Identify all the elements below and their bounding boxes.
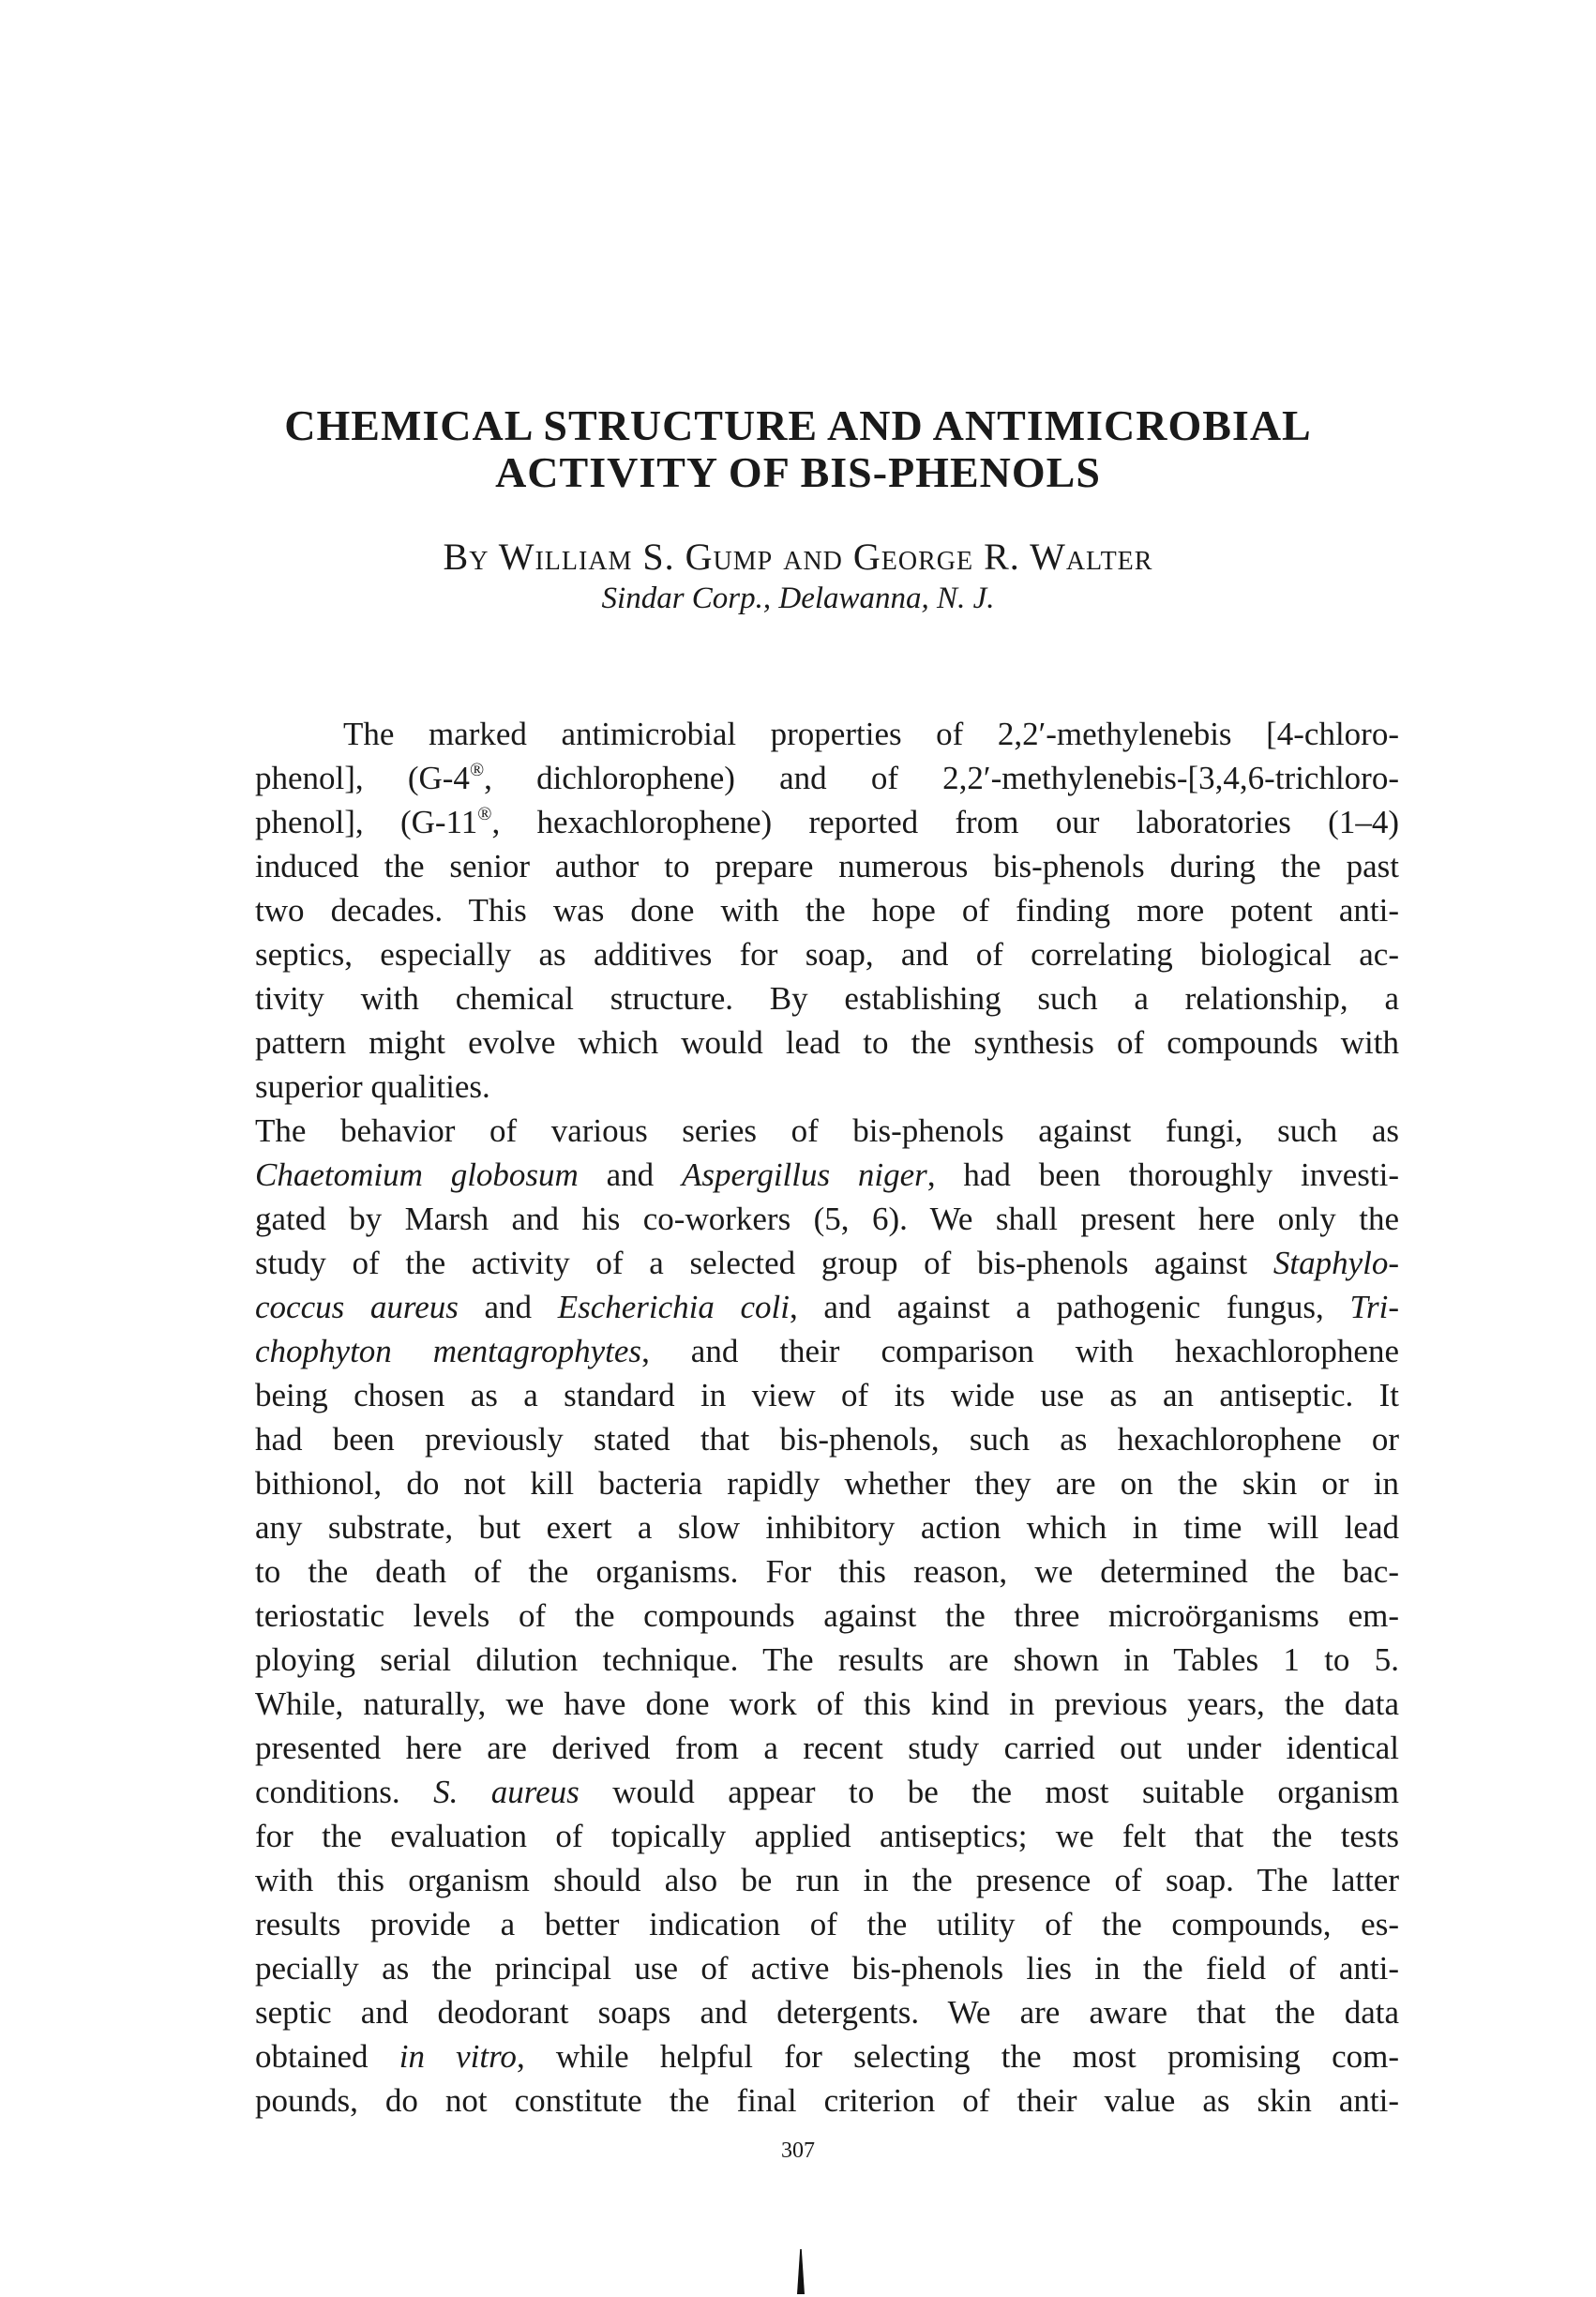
text-segment: would appear to be the most suitable organism — [579, 1774, 1399, 1810]
italic-text: Aspergillus niger — [681, 1156, 927, 1193]
text-segment: The marked antimicrobial properties of 2,2′-methylenebis [4-chloro- — [343, 716, 1399, 752]
text-segment: While, naturally, we have done work of this kind in previous years, the data — [255, 1685, 1399, 1722]
text-segment: induced the senior author to prepare numerous bis-phenols during the past — [255, 848, 1399, 884]
text-segment: and — [458, 1289, 558, 1325]
text-segment: results provide a better indication of the utility of the compounds, es- — [255, 1906, 1399, 1942]
text-segment: pattern might evolve which would lead to the synthesis of compounds with — [255, 1024, 1399, 1061]
registered-mark: ® — [477, 804, 492, 824]
text-line — [255, 976, 1399, 1020]
text-segment: , and their comparison with hexachlorophene — [641, 1333, 1399, 1369]
text-segment: tivity with chemical structure. By establishing such a relationship, a — [255, 980, 1399, 1017]
text-segment: for the evaluation of topically applied antiseptics; we felt that the tests — [255, 1818, 1399, 1854]
text-segment: presented here are derived from a recent study carried out under identical — [255, 1730, 1399, 1766]
text-segment: any substrate, but exert a slow inhibitory action which in time will lead — [255, 1509, 1399, 1546]
text-line — [255, 1858, 1399, 1902]
italic-text: in vitro — [399, 2038, 517, 2075]
text-segment: and — [578, 1156, 682, 1193]
text-line — [255, 800, 1399, 844]
text-segment: teriostatic levels of the compounds against the three microörganisms em- — [255, 1597, 1399, 1634]
text-line — [255, 1682, 1399, 1726]
text-segment: to the death of the organisms. For this reason, we determined the bac- — [255, 1553, 1399, 1590]
text-segment: The behavior of various series of bis-phenols against fungi, such as — [255, 1112, 1399, 1149]
italic-text: Tri- — [1349, 1289, 1399, 1325]
page-number: 307 — [781, 2138, 815, 2163]
article-body — [255, 712, 1399, 2123]
text-segment: obtained — [255, 2038, 399, 2075]
text-segment: , and against a pathogenic fungus, — [790, 1289, 1350, 1325]
article-title-line-2: ACTIVITY OF BIS-PHENOLS — [495, 448, 1101, 496]
text-segment: conditions. — [255, 1774, 434, 1810]
text-line — [255, 888, 1399, 932]
text-line — [255, 844, 1399, 888]
text-line — [255, 1505, 1399, 1549]
text-line — [255, 1020, 1399, 1065]
text-segment: superior qualities. — [255, 1068, 490, 1105]
text-segment: septic and deodorant soaps and detergents. We are aware that the data — [255, 1994, 1399, 2031]
text-segment: with this organism should also be run in the presence of soap. The latter — [255, 1862, 1399, 1898]
text-line — [255, 1770, 1399, 1814]
italic-text: chophyton mentagrophytes — [255, 1333, 642, 1369]
text-line — [255, 1902, 1399, 1946]
text-line — [255, 1241, 1399, 1285]
text-line — [255, 1638, 1399, 1682]
text-segment: pecially as the principal use of active bis-phenols lies in the field of anti- — [255, 1950, 1399, 1987]
text-line — [255, 2078, 1399, 2123]
text-segment: , had been thoroughly investi- — [926, 1156, 1399, 1193]
author-byline: By William S. Gump and George R. Walter — [443, 536, 1153, 578]
italic-text: coccus aureus — [255, 1289, 459, 1325]
text-segment: , hexachlorophene) reported from our laboratories (1–4) — [491, 804, 1399, 840]
text-segment: study of the activity of a selected group of bis-phenols against — [255, 1245, 1273, 1281]
text-line — [255, 756, 1399, 800]
text-line — [255, 712, 1399, 756]
text-line — [255, 1990, 1399, 2034]
text-segment: septics, especially as additives for soap, and of correlating biological ac- — [255, 936, 1399, 973]
text-line — [255, 932, 1399, 976]
text-segment: gated by Marsh and his co-workers (5, 6). We shall present here only the — [255, 1201, 1399, 1237]
text-segment: two decades. This was done with the hope of finding more potent anti- — [255, 892, 1399, 929]
text-line — [255, 1594, 1399, 1638]
text-segment: had been previously stated that bis-phenols, such as hexachlorophene or — [255, 1421, 1399, 1458]
text-line — [255, 2034, 1399, 2078]
italic-text: Staphylo- — [1272, 1245, 1399, 1281]
text-segment: phenol], (G-4 — [255, 760, 470, 796]
text-segment: bithionol, do not kill bacteria rapidly whether they are on the skin or in — [255, 1465, 1399, 1502]
text-line — [255, 1814, 1399, 1858]
text-segment: , dichlorophene) and of 2,2′-methylenebis-[3,4,6-trichloro- — [484, 760, 1399, 796]
text-line — [255, 1065, 1399, 1109]
text-line — [255, 1417, 1399, 1461]
text-line — [255, 1109, 1399, 1153]
scan-mark-icon — [797, 2249, 805, 2294]
text-line — [255, 1373, 1399, 1417]
text-line — [255, 1549, 1399, 1594]
text-segment: , while helpful for selecting the most promising com- — [516, 2038, 1399, 2075]
text-line — [255, 1197, 1399, 1241]
text-line — [255, 1946, 1399, 1990]
registered-mark: ® — [469, 760, 485, 780]
text-segment: pounds, do not constitute the final criterion of their value as skin anti- — [255, 2082, 1399, 2119]
text-line — [255, 1153, 1399, 1197]
text-segment: phenol], (G-11 — [255, 804, 478, 840]
italic-text: S. aureus — [433, 1774, 580, 1810]
text-segment: being chosen as a standard in view of its wide use as an antiseptic. It — [255, 1377, 1399, 1413]
italic-text: Chaetomium globosum — [255, 1156, 579, 1193]
author-affiliation: Sindar Corp., Delawanna, N. J. — [601, 582, 995, 615]
text-segment: ploying serial dilution technique. The results are shown in Tables 1 to 5. — [255, 1641, 1399, 1678]
article-title-line-1: CHEMICAL STRUCTURE AND ANTIMICROBIAL — [284, 401, 1312, 449]
text-line — [255, 1285, 1399, 1329]
text-line — [255, 1726, 1399, 1770]
text-line — [255, 1461, 1399, 1505]
italic-text: Escherichia coli — [557, 1289, 790, 1325]
text-line — [255, 1329, 1399, 1373]
